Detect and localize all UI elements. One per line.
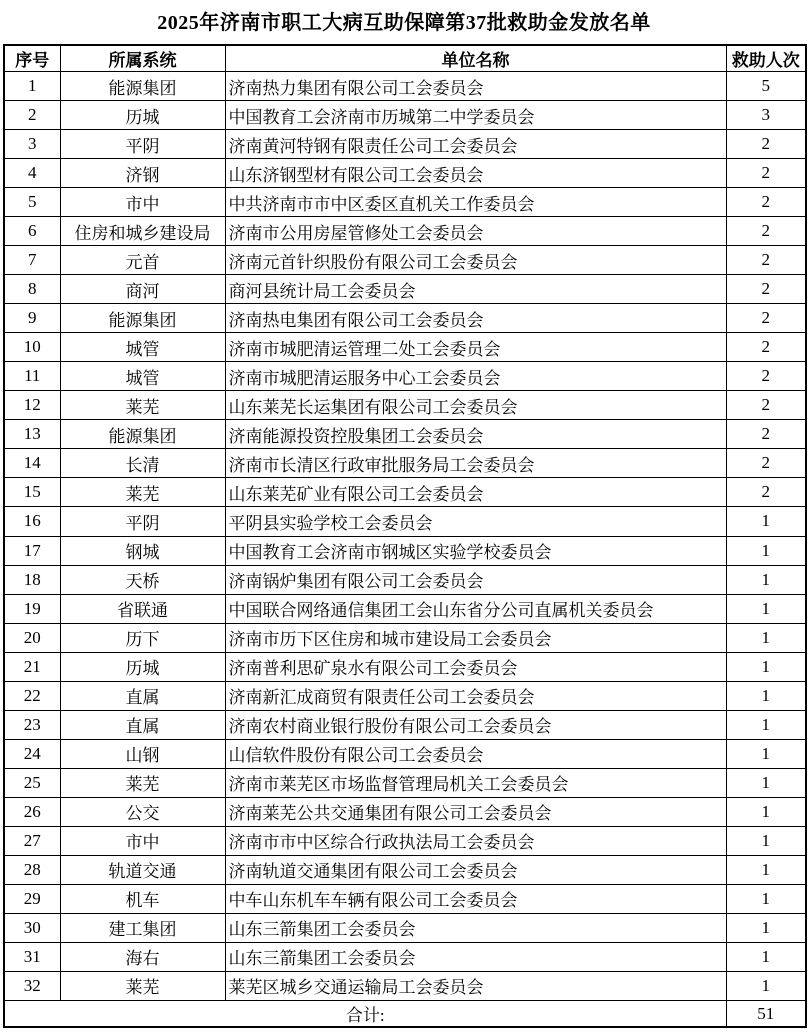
table-row: [4, 275, 806, 304]
table-row: [4, 188, 806, 217]
aid-count-cell: 2: [726, 478, 806, 507]
system-name-cell: 莱芜: [60, 391, 225, 420]
row-index-cell: 1: [4, 72, 60, 101]
table-row: [4, 159, 806, 188]
aid-count-cell: 1: [726, 739, 806, 768]
row-index-cell: 27: [4, 826, 60, 855]
row-index-cell: 28: [4, 855, 60, 884]
row-index-cell: 13: [4, 420, 60, 449]
system-name-cell: 海右: [60, 942, 225, 971]
system-name-cell: 天桥: [60, 565, 225, 594]
aid-count-cell: 1: [726, 826, 806, 855]
unit-name-cell: 山东三箭集团工会委员会: [225, 942, 726, 971]
unit-name-cell: 山东三箭集团工会委员会: [225, 913, 726, 942]
unit-name-cell: 济南热电集团有限公司工会委员会: [225, 304, 726, 333]
unit-name-cell: 济南元首针织股份有限公司工会委员会: [225, 246, 726, 275]
table-row: [4, 739, 806, 768]
unit-name-cell: 济南轨道交通集团有限公司工会委员会: [225, 855, 726, 884]
unit-name-cell: 中车山东机车车辆有限公司工会委员会: [225, 884, 726, 913]
table-row: [4, 101, 806, 130]
system-name-cell: 建工集团: [60, 913, 225, 942]
aid-count-cell: 1: [726, 710, 806, 739]
aid-count-cell: 1: [726, 768, 806, 797]
aid-count-cell: 2: [726, 217, 806, 246]
table-body: [4, 72, 806, 1001]
system-name-cell: 公交: [60, 797, 225, 826]
aid-count-cell: 3: [726, 101, 806, 130]
unit-name-cell: 商河县统计局工会委员会: [225, 275, 726, 304]
row-index-cell: 4: [4, 159, 60, 188]
system-name-cell: 轨道交通: [60, 855, 225, 884]
table-row: [4, 884, 806, 913]
unit-name-cell: 济南市公用房屋管修处工会委员会: [225, 217, 726, 246]
system-name-cell: 钢城: [60, 536, 225, 565]
table-row: [4, 623, 806, 652]
table-row: [4, 681, 806, 710]
unit-name-cell: 莱芜区城乡交通运输局工会委员会: [225, 971, 726, 1000]
table-row: [4, 72, 806, 101]
unit-name-cell: 济南市城肥清运服务中心工会委员会: [225, 362, 726, 391]
aid-count-cell: 2: [726, 130, 806, 159]
total-value: 51: [726, 1001, 806, 1028]
table-row: [4, 855, 806, 884]
system-name-cell: 城管: [60, 362, 225, 391]
table-header: [4, 45, 806, 72]
table-row: [4, 797, 806, 826]
row-index-cell: 14: [4, 449, 60, 478]
aid-count-cell: 1: [726, 797, 806, 826]
row-index-cell: 15: [4, 478, 60, 507]
system-name-cell: 莱芜: [60, 478, 225, 507]
unit-name-cell: 山信软件股份有限公司工会委员会: [225, 739, 726, 768]
unit-name-cell: 济南普利思矿泉水有限公司工会委员会: [225, 652, 726, 681]
total-row: [4, 1001, 806, 1028]
aid-count-cell: 1: [726, 565, 806, 594]
table-row: [4, 826, 806, 855]
aid-count-cell: 2: [726, 362, 806, 391]
table-row: [4, 449, 806, 478]
unit-name-cell: 济南市长清区行政审批服务局工会委员会: [225, 449, 726, 478]
system-name-cell: 机车: [60, 884, 225, 913]
system-name-cell: 济钢: [60, 159, 225, 188]
row-index-cell: 31: [4, 942, 60, 971]
aid-count-cell: 1: [726, 681, 806, 710]
table-row: [4, 420, 806, 449]
aid-count-cell: 5: [726, 72, 806, 101]
row-index-cell: 21: [4, 652, 60, 681]
table-row: [4, 768, 806, 797]
row-index-cell: 23: [4, 710, 60, 739]
row-index-cell: 6: [4, 217, 60, 246]
table-row: [4, 507, 806, 536]
aid-count-cell: 1: [726, 594, 806, 623]
system-name-cell: 历城: [60, 652, 225, 681]
row-index-cell: 16: [4, 507, 60, 536]
row-index-cell: 10: [4, 333, 60, 362]
aid-count-cell: 1: [726, 507, 806, 536]
column-header-system: 所属系统: [60, 45, 225, 72]
unit-name-cell: 济南农村商业银行股份有限公司工会委员会: [225, 710, 726, 739]
table-row: [4, 478, 806, 507]
system-name-cell: 平阴: [60, 130, 225, 159]
row-index-cell: 5: [4, 188, 60, 217]
table-row: [4, 217, 806, 246]
column-header-index: 序号: [4, 45, 60, 72]
unit-name-cell: 济南市历下区住房和城市建设局工会委员会: [225, 623, 726, 652]
system-name-cell: 直属: [60, 681, 225, 710]
system-name-cell: 省联通: [60, 594, 225, 623]
aid-count-cell: 1: [726, 971, 806, 1000]
unit-name-cell: 济南市城肥清运管理二处工会委员会: [225, 333, 726, 362]
unit-name-cell: 平阴县实验学校工会委员会: [225, 507, 726, 536]
table-row: [4, 304, 806, 333]
aid-count-cell: 1: [726, 884, 806, 913]
row-index-cell: 19: [4, 594, 60, 623]
unit-name-cell: 中国联合网络通信集团工会山东省分公司直属机关委员会: [225, 594, 726, 623]
table-row: [4, 913, 806, 942]
aid-count-cell: 2: [726, 333, 806, 362]
table-row: [4, 391, 806, 420]
system-name-cell: 历下: [60, 623, 225, 652]
row-index-cell: 30: [4, 913, 60, 942]
table-row: [4, 565, 806, 594]
system-name-cell: 能源集团: [60, 304, 225, 333]
unit-name-cell: 济南热力集团有限公司工会委员会: [225, 72, 726, 101]
aid-count-cell: 2: [726, 449, 806, 478]
unit-name-cell: 中共济南市市中区委区直机关工作委员会: [225, 188, 726, 217]
row-index-cell: 25: [4, 768, 60, 797]
system-name-cell: 莱芜: [60, 971, 225, 1000]
row-index-cell: 32: [4, 971, 60, 1000]
aid-count-cell: 2: [726, 420, 806, 449]
aid-count-cell: 1: [726, 623, 806, 652]
unit-name-cell: 济南黄河特钢有限责任公司工会委员会: [225, 130, 726, 159]
system-name-cell: 长清: [60, 449, 225, 478]
system-name-cell: 城管: [60, 333, 225, 362]
unit-name-cell: 山东济钢型材有限公司工会委员会: [225, 159, 726, 188]
column-header-count: 救助人次: [726, 45, 806, 72]
row-index-cell: 17: [4, 536, 60, 565]
row-index-cell: 8: [4, 275, 60, 304]
row-index-cell: 29: [4, 884, 60, 913]
aid-count-cell: 1: [726, 855, 806, 884]
unit-name-cell: 中国教育工会济南市钢城区实验学校委员会: [225, 536, 726, 565]
system-name-cell: 商河: [60, 275, 225, 304]
aid-count-cell: 2: [726, 304, 806, 333]
aid-count-cell: 1: [726, 536, 806, 565]
header-row: [4, 45, 806, 72]
row-index-cell: 18: [4, 565, 60, 594]
row-index-cell: 2: [4, 101, 60, 130]
table-row: [4, 333, 806, 362]
row-index-cell: 20: [4, 623, 60, 652]
row-index-cell: 12: [4, 391, 60, 420]
table-row: [4, 971, 806, 1000]
system-name-cell: 元首: [60, 246, 225, 275]
row-index-cell: 9: [4, 304, 60, 333]
aid-count-cell: 1: [726, 942, 806, 971]
row-index-cell: 24: [4, 739, 60, 768]
table-row: [4, 130, 806, 159]
table-row: [4, 246, 806, 275]
total-label: 合计:: [4, 1001, 726, 1028]
system-name-cell: 直属: [60, 710, 225, 739]
unit-name-cell: 济南锅炉集团有限公司工会委员会: [225, 565, 726, 594]
aid-count-cell: 1: [726, 913, 806, 942]
row-index-cell: 7: [4, 246, 60, 275]
system-name-cell: 历城: [60, 101, 225, 130]
row-index-cell: 11: [4, 362, 60, 391]
table-row: [4, 594, 806, 623]
unit-name-cell: 中国教育工会济南市历城第二中学委员会: [225, 101, 726, 130]
aid-count-cell: 2: [726, 275, 806, 304]
table-row: [4, 362, 806, 391]
aid-count-cell: 2: [726, 246, 806, 275]
system-name-cell: 市中: [60, 826, 225, 855]
system-name-cell: 莱芜: [60, 768, 225, 797]
aid-distribution-table: [3, 44, 807, 1028]
unit-name-cell: 济南能源投资控股集团工会委员会: [225, 420, 726, 449]
unit-name-cell: 济南市市中区综合行政执法局工会委员会: [225, 826, 726, 855]
table-row: [4, 652, 806, 681]
unit-name-cell: 济南新汇成商贸有限责任公司工会委员会: [225, 681, 726, 710]
row-index-cell: 22: [4, 681, 60, 710]
system-name-cell: 住房和城乡建设局: [60, 217, 225, 246]
table-row: [4, 942, 806, 971]
system-name-cell: 平阴: [60, 507, 225, 536]
column-header-unit: 单位名称: [225, 45, 726, 72]
aid-count-cell: 2: [726, 391, 806, 420]
system-name-cell: 能源集团: [60, 72, 225, 101]
row-index-cell: 26: [4, 797, 60, 826]
unit-name-cell: 山东莱芜长运集团有限公司工会委员会: [225, 391, 726, 420]
table-row: [4, 536, 806, 565]
unit-name-cell: 济南莱芜公共交通集团有限公司工会委员会: [225, 797, 726, 826]
unit-name-cell: 山东莱芜矿业有限公司工会委员会: [225, 478, 726, 507]
aid-count-cell: 2: [726, 159, 806, 188]
system-name-cell: 山钢: [60, 739, 225, 768]
system-name-cell: 市中: [60, 188, 225, 217]
aid-count-cell: 2: [726, 188, 806, 217]
table-footer: [4, 1001, 806, 1028]
table-row: [4, 710, 806, 739]
aid-count-cell: 1: [726, 652, 806, 681]
system-name-cell: 能源集团: [60, 420, 225, 449]
unit-name-cell: 济南市莱芜区市场监督管理局机关工会委员会: [225, 768, 726, 797]
page-title: 2025年济南市职工大病互助保障第37批救助金发放名单: [157, 12, 651, 34]
row-index-cell: 3: [4, 130, 60, 159]
